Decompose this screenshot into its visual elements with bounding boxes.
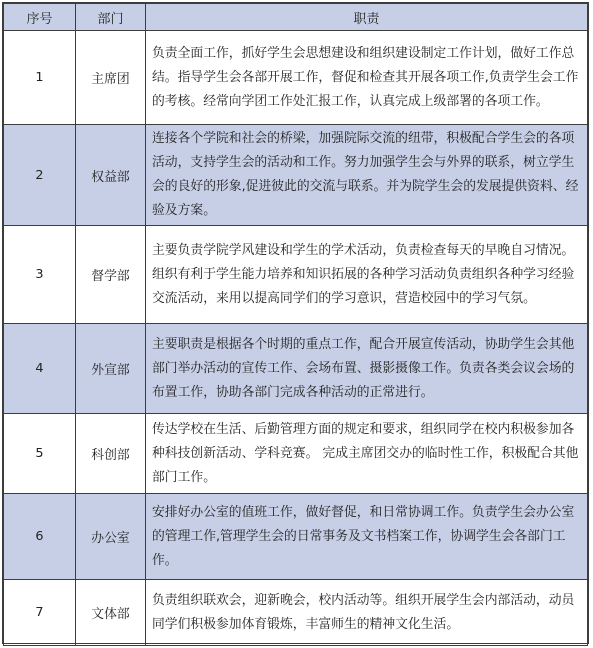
header-duty: 职责	[146, 4, 588, 31]
header-number: 序号	[4, 4, 76, 31]
row-number: 5	[4, 414, 76, 494]
row-number: 2	[4, 125, 76, 226]
row-department: 文体部	[76, 580, 146, 646]
row-number: 7	[4, 580, 76, 646]
row-department: 科创部	[76, 414, 146, 494]
row-duty: 主要负责学院学风建设和学生的学术活动，负责检查每天的早晚自习情况。组织有利于学生能力培养和知识拓展的各种学习活动负责组织各种学习经验交流活动，来用以提高同学们的学习意识，营造校园中的学习气氛。	[146, 226, 588, 324]
row-duty: 负责组织联欢会，迎新晚会，校内活动等。组织开展学生会内部活动，动员同学们积极参加体育锻炼，丰富师生的精神文化生活。	[146, 580, 588, 646]
table-row	[4, 494, 588, 580]
row-number: 1	[4, 31, 76, 125]
table-row	[4, 125, 588, 226]
row-department: 外宣部	[76, 324, 146, 414]
header-department: 部门	[76, 4, 146, 31]
row-duty: 安排好办公室的值班工作，做好督促，和日常协调工作。负责学生会办公室的管理工作,管理学生会的日常事务及文书档案工作，协调学生会各部门工作。	[146, 494, 588, 580]
table-row	[4, 580, 588, 646]
duties-table	[2, 2, 589, 644]
row-duty: 传达学校在生活、后勤管理方面的规定和要求，组织同学在校内积极参加各种科技创新活动、学科竞赛。 完成主席团交办的临时性工作，积极配合其他部门工作。	[146, 414, 588, 494]
row-duty: 负责全面工作，抓好学生会思想建设和组织建设制定工作计划，做好工作总结。指导学生会各部开展工作，督促和检查其开展各项工作,负责学生会工作的考核。经常向学团工作处汇报工作，认真完成上级部署的各项工作。	[146, 31, 588, 125]
row-number: 6	[4, 494, 76, 580]
row-department: 办公室	[76, 494, 146, 580]
table-row	[4, 414, 588, 494]
row-department: 权益部	[76, 125, 146, 226]
table-row	[4, 324, 588, 414]
table-row	[4, 31, 588, 125]
row-department: 主席团	[76, 31, 146, 125]
row-department: 督学部	[76, 226, 146, 324]
row-number: 3	[4, 226, 76, 324]
row-number: 4	[4, 324, 76, 414]
row-duty: 连接各个学院和社会的桥梁，加强院际交流的纽带，积极配合学生会的各项活动，支持学生会的活动和工作。努力加强学生会与外界的联系，树立学生会的良好的形象,促进彼此的交流与联系。并为院学生会的发展提供资料、经验及方案。	[146, 125, 588, 226]
table-row	[4, 226, 588, 324]
row-duty: 主要职责是根据各个时期的重点工作，配合开展宣传活动，协助学生会其他部门举办活动的宣传工作、会场布置、摄影摄像工作。负责各类会议会场的布置工作，协助各部门完成各种活动的正常进行。	[146, 324, 588, 414]
header-row	[4, 4, 588, 31]
duties-table-grid	[3, 3, 588, 646]
